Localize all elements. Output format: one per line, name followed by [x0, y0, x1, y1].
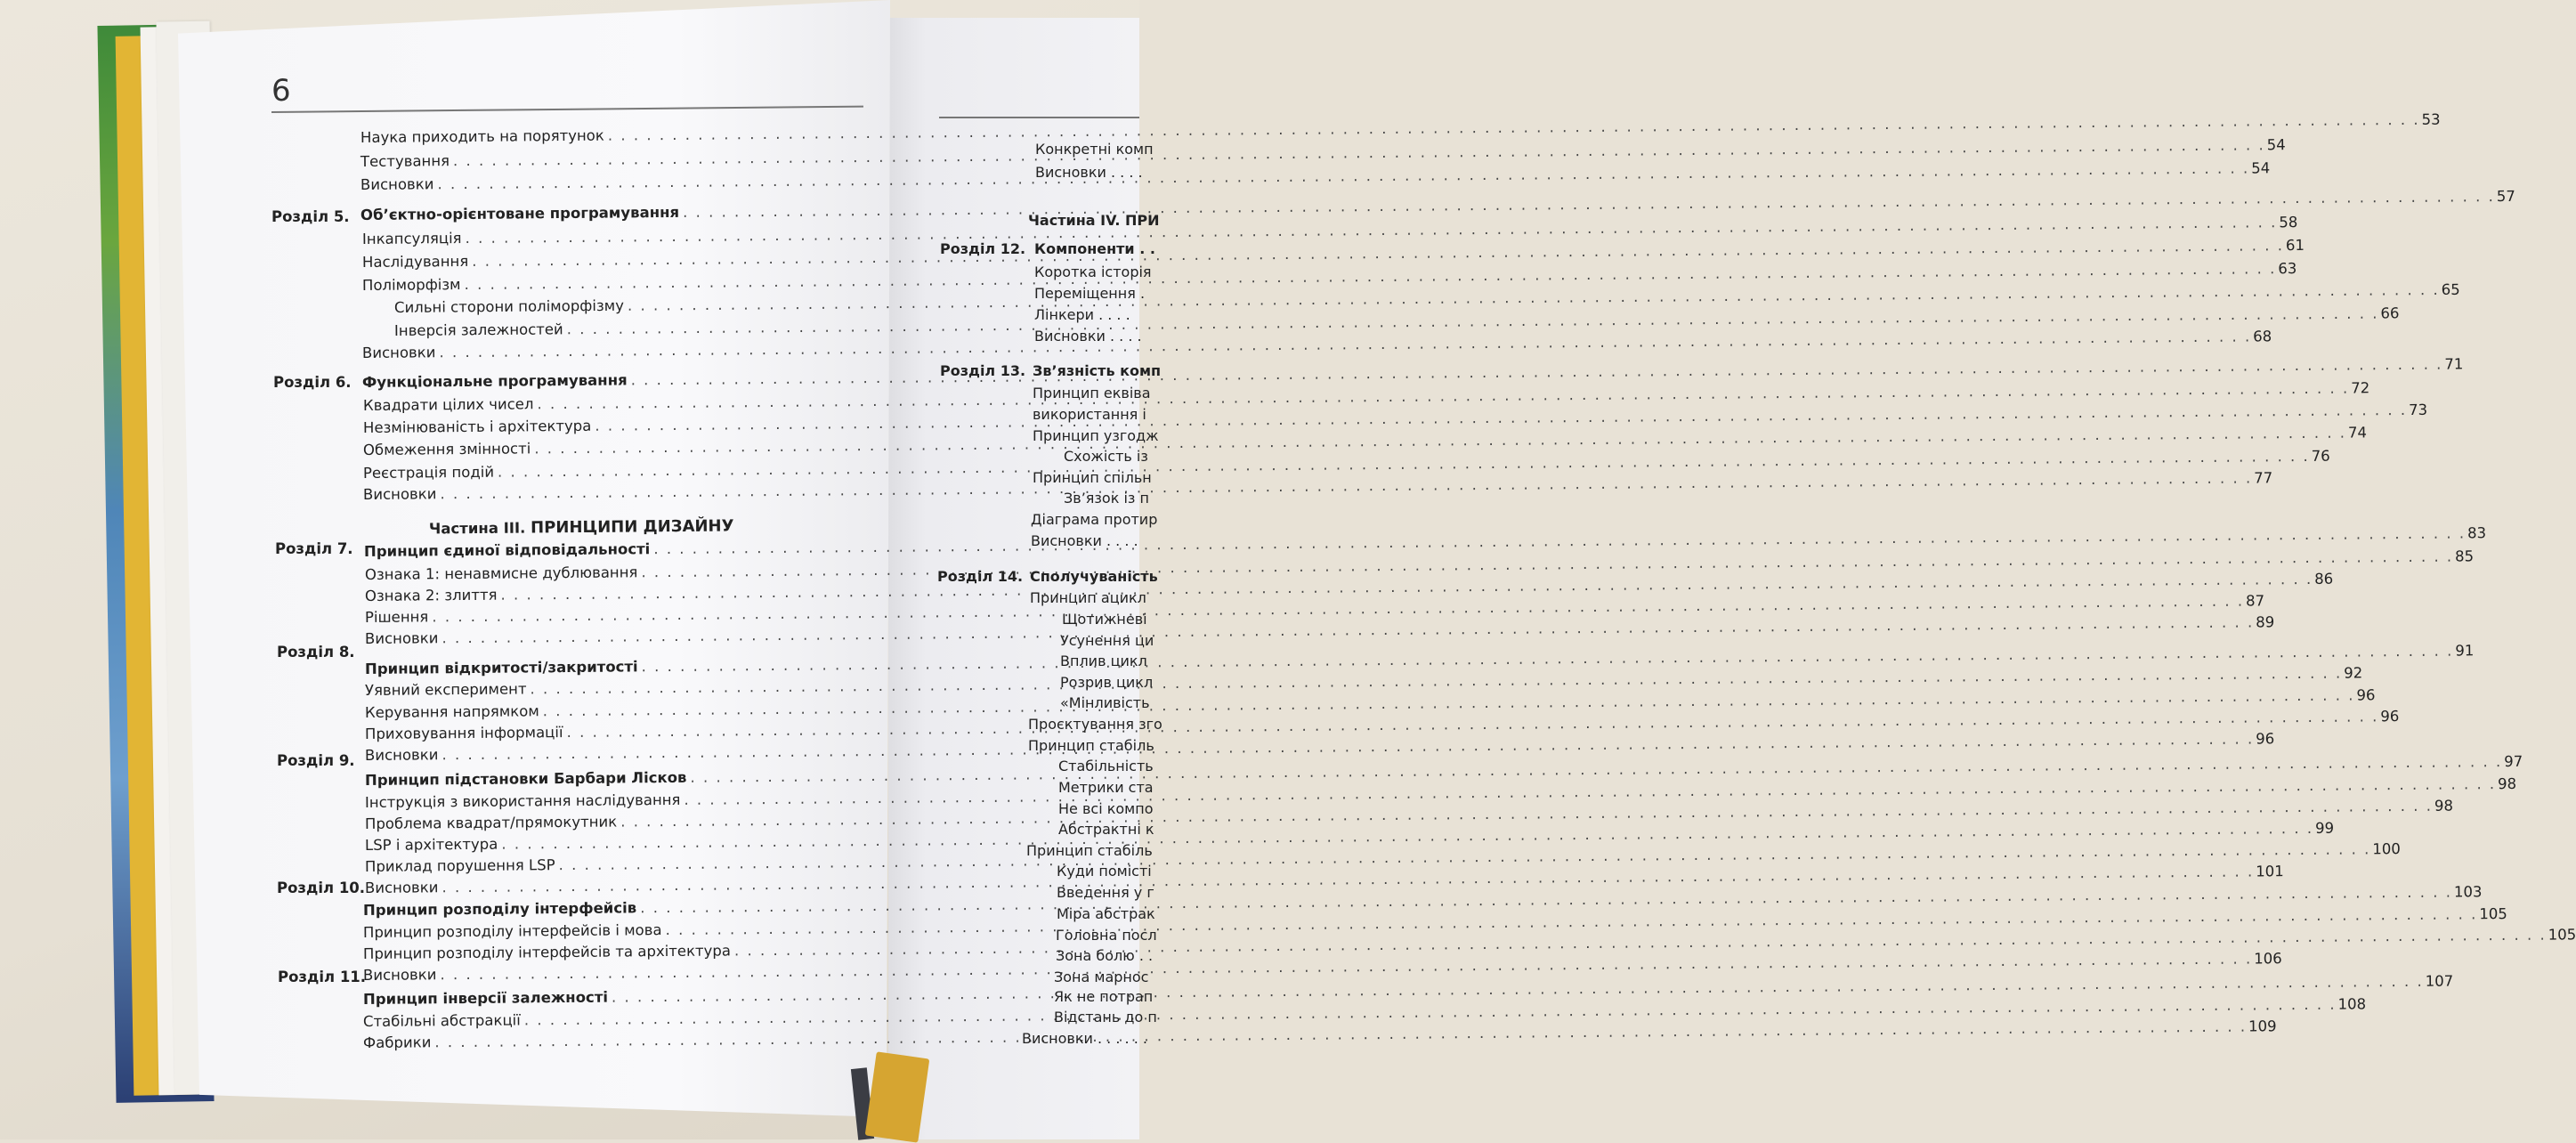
right-toc-chapter-label: Розділ 12.: [940, 240, 1026, 257]
right-toc-chapter-label: Розділ 13.: [940, 362, 1026, 379]
right-toc-line: Зв’язок із п: [1064, 490, 1149, 507]
toc-entry-label: Висновки: [362, 966, 437, 984]
right-toc-line: Конкретні комп: [1035, 141, 1154, 158]
toc-entry-page: 85: [2455, 547, 2475, 565]
toc-entry-page: 99: [2314, 819, 2335, 837]
toc-entry-label: Наслідування: [361, 252, 469, 271]
toc-entry-page: 73: [2409, 401, 2428, 418]
toc-entry-page: 103: [2453, 883, 2483, 901]
toc-entry-label: Незмінюваність і архітектура: [362, 417, 592, 436]
toc-entry-page: 66: [2380, 304, 2400, 322]
right-toc-line: Переміщення .: [1034, 285, 1146, 302]
toc-entry-page: 107: [2425, 972, 2454, 990]
toc-entry-page: 96: [2356, 686, 2376, 704]
chapter-label: Розділ 7.: [275, 540, 353, 557]
toc-entry-page: 61: [2285, 236, 2305, 255]
toc-entry-page: 100: [2372, 840, 2401, 858]
toc-entry-page: 72: [2351, 379, 2370, 397]
toc-entry-page: 106: [2254, 950, 2282, 968]
toc-entry-label: Приклад порушення LSP: [364, 856, 555, 875]
chapter-label: Розділ 9.: [277, 752, 355, 769]
toc-entry-page: 109: [2248, 1017, 2277, 1035]
toc-entry-label: Стабільні абстракції: [362, 1011, 521, 1030]
toc-entry-page: 97: [2504, 752, 2523, 771]
toc-entry-label: Принцип розподілу інтерфейсів та архітектура: [362, 942, 732, 962]
right-toc-line: Лінкери . . . .: [1034, 306, 1130, 323]
toc-entry-page: 54: [2266, 136, 2286, 154]
right-toc-line: Не всі компо: [1058, 800, 1154, 817]
toc-entry-label: Реєстрація подій: [362, 463, 495, 482]
toc-entry-page: 54: [2251, 159, 2271, 177]
right-toc-line: Висновки . . . .: [1031, 532, 1138, 549]
toc-entry-page: 105: [2479, 904, 2507, 923]
toc-entry-label: Принцип підстановки Барбари Лісков: [364, 768, 687, 789]
toc-entry-label: Квадрати цілих чисел: [362, 395, 534, 414]
toc-entry-page: 71: [2444, 355, 2464, 373]
right-toc-line: Зона болю . .: [1056, 947, 1154, 964]
toc-entry-page: 53: [2421, 110, 2441, 128]
chapter-label: Розділ 11.: [278, 969, 367, 985]
right-toc-line: Відстань до п: [1054, 1009, 1157, 1025]
right-toc-line: Куди помісті: [1057, 863, 1152, 880]
right-toc-chapter-label: Розділ 14.: [937, 568, 1024, 585]
right-toc-line: Висновки . . . .: [1034, 328, 1142, 345]
right-toc-line: використання і: [1033, 406, 1146, 423]
right-toc-line: «Мінливість: [1060, 694, 1150, 711]
toc-entry-label: Принцип розподілу інтерфейсів: [362, 899, 637, 919]
toc-entry-label: Висновки: [362, 485, 437, 503]
part-title-prefix: Частина III.: [428, 519, 526, 538]
toc-entry-label: Інкапсуляція: [361, 230, 462, 247]
right-toc-line: Усунення ци: [1060, 632, 1154, 649]
toc-entry-page: 91: [2455, 642, 2475, 660]
right-toc-line: Висновки . . . . . .: [1022, 1030, 1147, 1047]
toc-entry-label: Уявний експеримент: [364, 680, 527, 699]
toc-entry-label: Поліморфізм: [361, 276, 461, 294]
toc-entry-label: Фабрики: [362, 1034, 432, 1051]
toc-entry-page: 76: [2311, 447, 2330, 465]
toc-entry-page: 92: [2344, 664, 2363, 682]
toc-entry-label: Сильні сторони поліморфізму: [393, 296, 625, 316]
toc-entry-page: 89: [2256, 613, 2275, 631]
right-toc-line: Принцип ацикл: [1030, 589, 1146, 606]
toc-entry-label: Керування напрямком: [364, 702, 539, 721]
toc-entry-label: LSP і архітектура: [364, 835, 498, 854]
toc-entry-page: 87: [2245, 592, 2265, 610]
toc-entry-label: Об’єктно-орієнтоване програмування: [360, 203, 680, 223]
toc-entry-label: Принцип інверсії залежності: [362, 988, 609, 1008]
toc-entry-label: Інверсія залежностей: [393, 320, 563, 339]
toc-entry-page: 86: [2314, 570, 2334, 588]
right-toc-line: Схожість із: [1064, 448, 1148, 465]
chapter-label: Розділ 5.: [271, 208, 350, 225]
right-toc-part-title: Частина IV. ПРИ: [1028, 212, 1160, 229]
table-of-contents-right: [0, 0, 1162, 1139]
right-toc-line: Стабільність: [1058, 758, 1154, 774]
right-toc-line: Міра абстрак: [1057, 905, 1155, 922]
right-toc-line: Принцип узгодж: [1033, 427, 1159, 444]
toc-entry-page: 83: [2467, 524, 2487, 542]
toc-entry-label: Приховування інформації: [364, 724, 563, 742]
right-toc-line: Діаграма протир: [1031, 511, 1158, 528]
toc-entry-page: 98: [2498, 774, 2517, 793]
toc-entry-label: Принцип розподілу інтерфейсів і мова: [362, 921, 662, 941]
toc-entry-label: Висновки: [361, 344, 436, 361]
toc-entry-label: Висновки: [364, 629, 439, 647]
toc-entry-page: 98: [2434, 797, 2453, 815]
right-toc-line: Щотижневі: [1062, 611, 1147, 628]
right-toc-line: Введення у г: [1057, 884, 1154, 901]
toc-entry-page: 77: [2254, 469, 2273, 487]
chapter-label: Розділ 8.: [277, 644, 355, 661]
right-toc-chapter-title: Сполучуваність: [1030, 568, 1158, 585]
toc-entry-page: 65: [2441, 280, 2460, 298]
right-toc-line: Принцип стабіль: [1026, 842, 1153, 859]
toc-entry-label: Висновки: [364, 746, 439, 764]
right-toc-line: Принцип еквіва: [1033, 385, 1151, 401]
right-toc-line: Метрики ста: [1058, 779, 1154, 796]
toc-entry-label: Принцип єдиної відповідальності: [363, 540, 651, 560]
part-title-main: ПРИНЦИПИ ДИЗАЙНУ: [531, 516, 734, 538]
page-number: 6: [271, 73, 291, 109]
right-toc-line: Вплив цикл: [1060, 653, 1147, 669]
right-toc-line: Коротка історія: [1034, 263, 1152, 280]
right-toc-line: Проєктування зго: [1028, 716, 1162, 733]
right-toc-line: Висновки . . . .: [1035, 164, 1143, 181]
toc-entry-label: Проблема квадрат/прямокутник: [364, 813, 618, 832]
toc-entry-label: Принцип відкритості/закритості: [364, 658, 638, 677]
toc-entry-page: 68: [2253, 328, 2272, 345]
toc-entry-page: 105: [2548, 926, 2576, 944]
toc-entry-label: Обмеження змінності: [362, 440, 531, 458]
right-toc-line: Принцип спільн: [1033, 469, 1152, 486]
chapter-label: Розділ 6.: [273, 374, 352, 391]
right-toc-line: Принцип стабіль: [1028, 737, 1154, 754]
toc-entry-label: Висновки: [360, 175, 434, 193]
toc-entry-page: 58: [2279, 214, 2298, 231]
toc-entry-page: 96: [2256, 730, 2275, 748]
chapter-label: Розділ 10.: [277, 880, 366, 896]
right-toc-line: Абстрактні к: [1058, 821, 1154, 838]
toc-entry-label: Ознака 2: злиття: [364, 586, 498, 604]
toc-entry-label: Рішення: [364, 608, 429, 626]
toc-entry-label: Висновки: [364, 879, 439, 896]
toc-entry-page: 96: [2380, 708, 2400, 726]
toc-entry-page: 74: [2347, 424, 2368, 442]
toc-entry-label: Функціональне програмування: [361, 371, 628, 391]
toc-entry-page: 108: [2337, 995, 2367, 1013]
toc-entry-label: Інструкція з використання наслідування: [364, 790, 681, 811]
right-toc-line: Як не потрап: [1054, 988, 1154, 1005]
right-toc-line: Зона марнос: [1054, 969, 1149, 985]
toc-entry-label: Тестування: [360, 152, 450, 170]
toc-entry-page: 63: [2278, 260, 2297, 278]
right-toc-chapter-title: Зв’язність комп: [1033, 362, 1162, 379]
toc-entry-label: Наука приходить на порятунок: [360, 126, 604, 146]
right-toc-line: Розрив цикл: [1060, 674, 1154, 691]
toc-entry-page: 101: [2256, 863, 2284, 880]
right-toc-chapter-title: Компоненти . .: [1034, 240, 1155, 257]
toc-entry-label: Ознака 1: ненавмисне дублювання: [364, 563, 638, 583]
right-toc-line: Головна посл: [1056, 927, 1157, 944]
toc-entry-page: 57: [2496, 187, 2515, 206]
